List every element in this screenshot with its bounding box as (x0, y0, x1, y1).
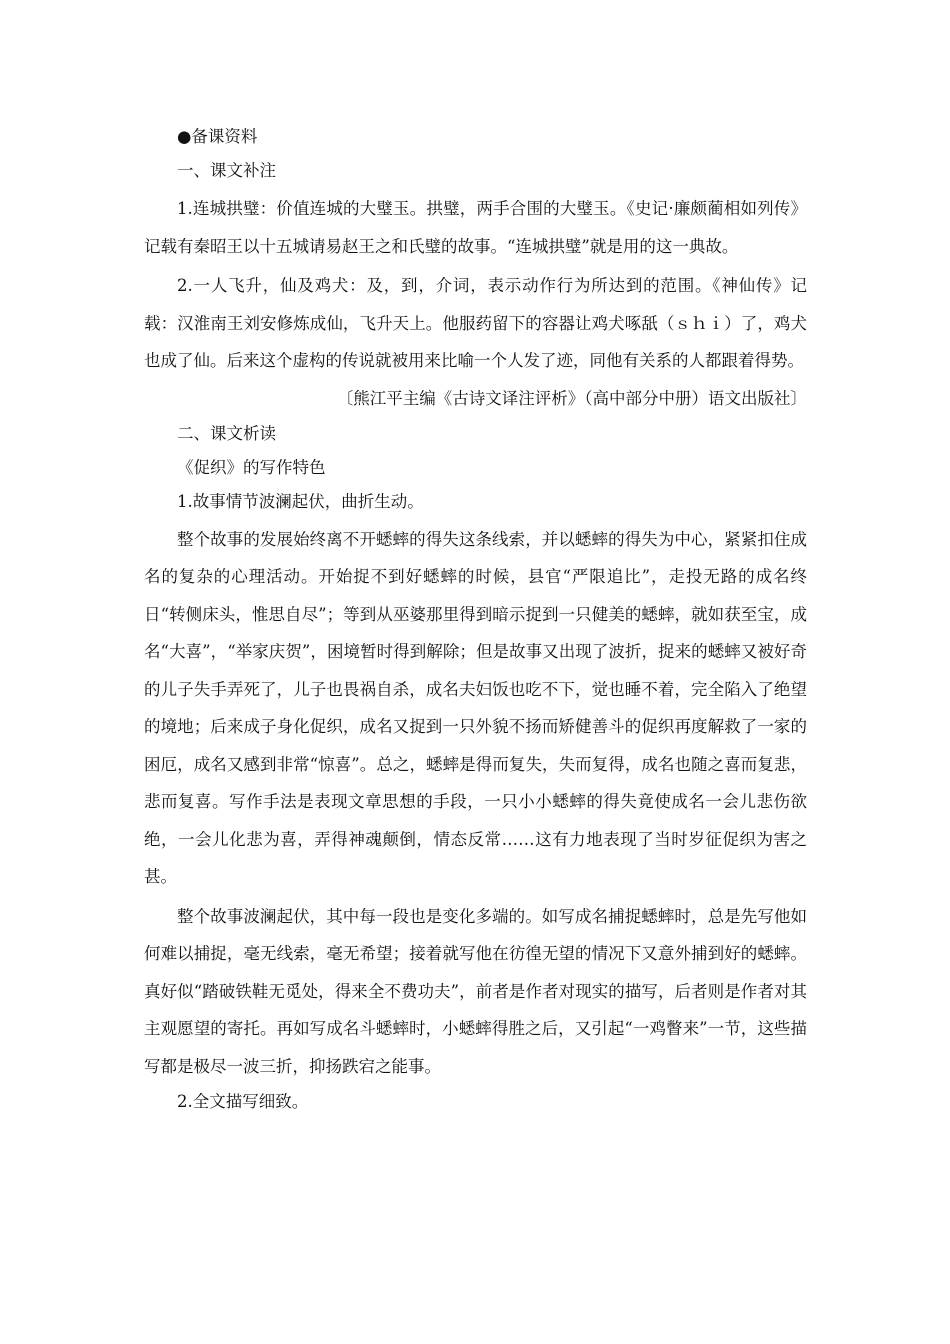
section-subtitle: 《促织》的写作特色 (177, 457, 326, 477)
note-item-2: 2.一人飞升，仙及鸡犬：及，到，介词，表示动作行为所达到的范围。《神仙传》记载：汉淮南王刘安修炼成仙，飞升天上。他服药留下的容器让鸡犬啄舐（ｓｈｉ）了，鸡犬也成了仙。后来这个虚构的传说就被用来比喻一个人发了迹，同他有关系的人都跟着得势。 (144, 276, 807, 370)
point-heading-1: 1.故事情节波澜起伏，曲折生动。 (177, 491, 424, 511)
analysis-paragraph-1: 整个故事的发展始终离不开蟋蟀的得失这条线索，并以蟋蟀的得失为中心，紧紧扣住成名的复杂的心理活动。开始捉不到好蟋蟀的时候，县官“严限追比”，走投无路的成名终日“转侧床头，惟思自尽”；等到从巫婆那里得到暗示捉到一只健美的蟋蟀，就如获至宝，成名“大喜”，“举家庆贺”，困境暂时得到解除；但是故事又出现了波折，捉来的蟋蟀又被好奇的儿子失手弄死了，儿子也畏祸自杀，成名夫妇饭也吃不下，觉也睡不着，完全陷入了绝望的境地；后来成子身化促织，成名又捉到一只外貌不扬而矫健善斗的促织再度解救了一家的困厄，成名又感到非常“惊喜”。总之，蟋蟀是得而复失，失而复得，成名也随之喜而复悲，悲而复喜。写作手法是表现文章思想的手段，一只小小蟋蟀的得失竟使成名一会儿悲伤欲绝，一会儿化悲为喜，弄得神魂颠倒，情态反常……这有力地表现了当时岁征促织为害之甚。 (144, 529, 807, 886)
section-title-2: 二、课文析读 (177, 423, 276, 443)
heading: ●备课资料 (177, 127, 258, 146)
source-citation: 〔熊江平主编《古诗文译注评析》（高中部分中册）语文出版社〕 (336, 388, 807, 408)
note-item-1: 1.连城拱璧：价值连城的大璧玉。拱璧，两手合围的大璧玉。《史记·廉颇蔺相如列传》记载有秦昭王以十五城请易赵王之和氏璧的故事。“连城拱璧”就是用的这一典故。 (144, 199, 807, 256)
section-title-1: 一、课文补注 (177, 161, 276, 180)
document-body (144, 120, 807, 1119)
point-heading-2: 2.全文描写细致。 (177, 1092, 309, 1111)
analysis-paragraph-2: 整个故事波澜起伏，其中每一段也是变化多端的。如写成名捕捉蟋蟀时，总是先写他如何难以捕捉，毫无线索，毫无希望；接着就写他在彷徨无望的情况下又意外捕到好的蟋蟀。真好似“踏破铁鞋无觅处，得来全不费功夫”，前者是作者对现实的描写，后者则是作者对其主观愿望的寄托。再如写成名斗蟋蟀时，小蟋蟀得胜之后，又引起“一鸡瞥来”一节，这些描写都是极尽一波三折，抑扬跌宕之能事。 (144, 906, 807, 1076)
